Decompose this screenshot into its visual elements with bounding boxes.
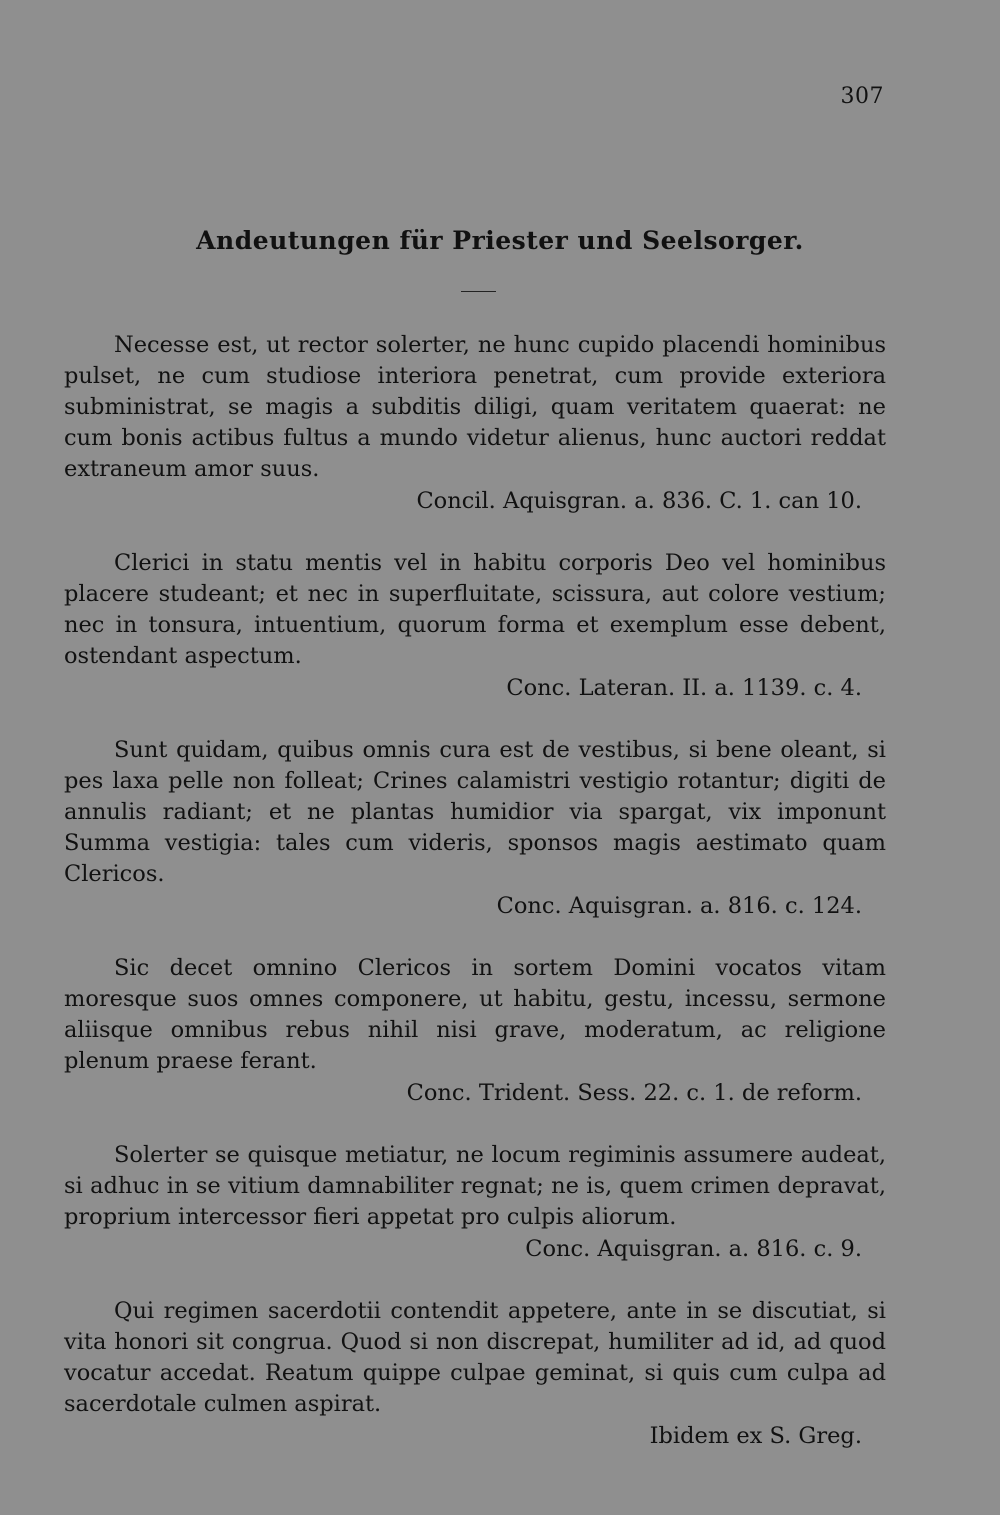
paragraph-4 xyxy=(64,953,886,1109)
paragraph-text: Sic decet omnino Clericos in sortem Domini vocatos vitam moresque suos omnes componere, ut habitu, gestu, incessu, sermone aliisque omnibus rebus nihil nisi grave, moderatum, ac religione plenum praese ferant. xyxy=(64,955,886,1074)
paragraph-text: Qui regimen sacerdotii contendit appetere, ante in se discutiat, si vita honori sit congrua. Quod si non discrepat, humiliter ad id, ad quod vocatur accedat. Reatum quippe culpae geminat, si quis cum culpa ad sacerdotale culmen aspirat. xyxy=(64,1298,886,1417)
citation-source: Conc. Lateran. II. a. 1139. c. 4. xyxy=(506,675,862,701)
citation-source: Conc. Aquisgran. a. 816. c. 124. xyxy=(496,893,862,919)
paragraph-text: Necesse est, ut rector solerter, ne hunc cupido placendi hominibus pulset, ne cum studiose interiora penetrat, cum provide exteriora subministrat, se magis a subditis diligi, quam veritatem quaerat: ne cum bonis actibus fultus a mundo videtur alienus, hunc auctori reddat extraneum amor suus. xyxy=(64,332,886,482)
main-text xyxy=(64,330,886,1452)
paragraph-text: Clerici in statu mentis vel in habitu corporis Deo vel hominibus placere studeant; et nec in superfluitate, scissura, aut colore vestium; nec in tonsura, intuentium, quorum forma et exemplum esse debent, ostendant aspectum. xyxy=(64,550,886,669)
paragraph-6 xyxy=(64,1296,886,1452)
paragraph-2 xyxy=(64,548,886,704)
citation-source: Concil. Aquisgran. a. 836. C. 1. can 10. xyxy=(416,488,862,514)
paragraph-text: Solerter se quisque metiatur, ne locum regiminis assumere audeat, si adhuc in se vitium damnabiliter regnat; ne is, quem crimen depravat, proprium intercessor fieri appetat pro culpis aliorum. xyxy=(64,1142,886,1230)
paragraph-5 xyxy=(64,1140,886,1265)
page-title: Andeutungen für Priester und Seelsorger. xyxy=(196,226,804,255)
citation-source: Conc. Aquisgran. a. 816. c. 9. xyxy=(525,1236,862,1262)
title-divider xyxy=(461,291,496,292)
paragraph-1 xyxy=(64,330,886,517)
page-number: 307 xyxy=(840,84,884,109)
citation-source: Ibidem ex S. Greg. xyxy=(649,1423,862,1449)
citation-source: Conc. Trident. Sess. 22. c. 1. de reform. xyxy=(406,1080,862,1106)
paragraph-3 xyxy=(64,735,886,922)
paragraph-text: Sunt quidam, quibus omnis cura est de vestibus, si bene oleant, si pes laxa pelle non folleat; Crines calamistri vestigio rotantur; digiti de annulis radiant; et ne plantas humidior via spargat, vix imponunt Summa vestigia: tales cum videris, sponsos magis aestimato quam Clericos. xyxy=(64,737,886,887)
